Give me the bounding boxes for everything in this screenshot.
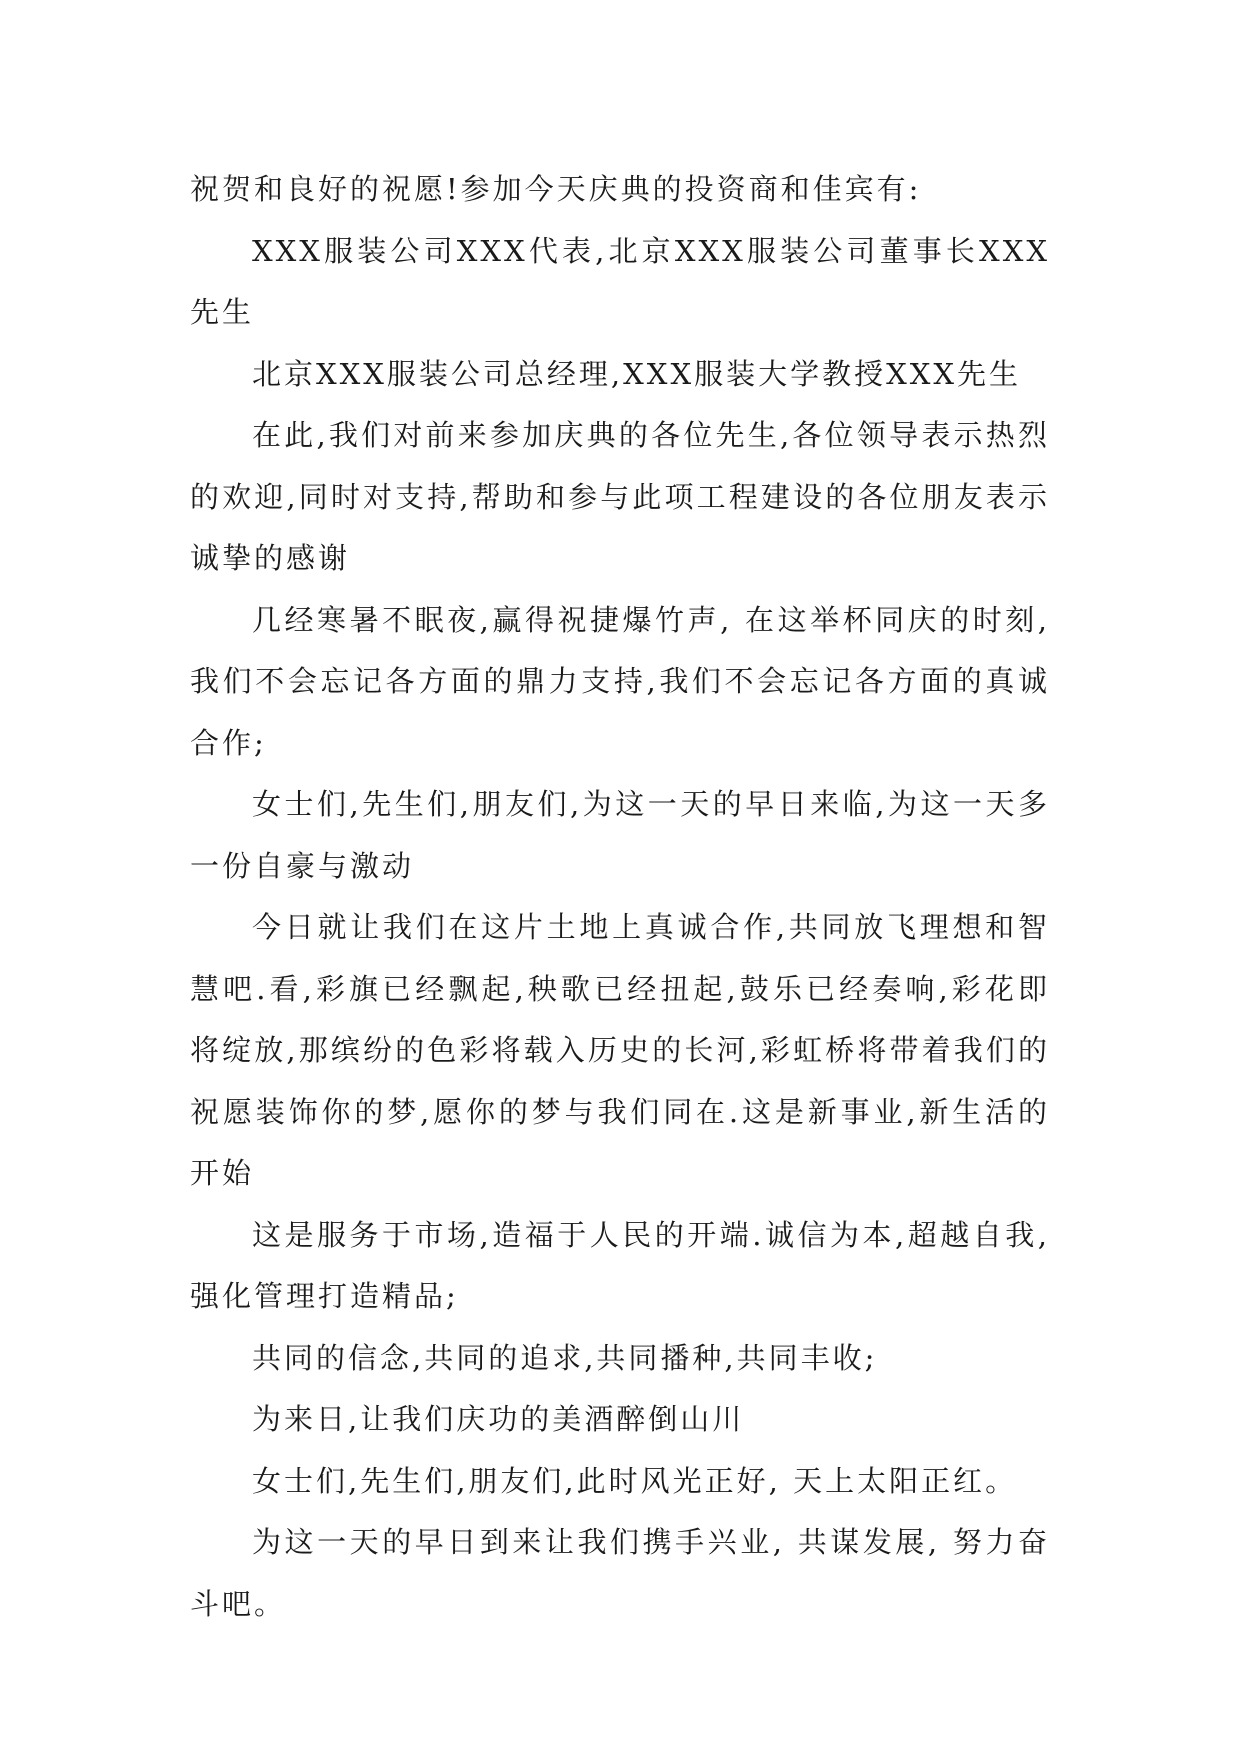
paragraph: 女士们,先生们,朋友们,此时风光正好, 天上太阳正红。 xyxy=(252,1463,1018,1498)
paragraph: 在此,我们对前来参加庆典的各位先生,各位领导表示热烈的欢迎,同时对支持,帮助和参与此项工程建设的各位朋友表示诚挚的感谢 xyxy=(190,418,1050,575)
body-text xyxy=(190,159,1050,1635)
paragraph: 女士们,先生们,朋友们,为这一天的早日来临,为这一天多一份自豪与激动 xyxy=(190,787,1050,883)
paragraph: 今日就让我们在这片土地上真诚合作,共同放飞理想和智慧吧.看,彩旗已经飘起,秧歌已经扭起,鼓乐已经奏响,彩花即将绽放,那缤纷的色彩将载入历史的长河,彩虹桥将带着我们的祝愿装饰你的梦,愿你的梦与我们同在.这是新事业,新生活的开始 xyxy=(190,910,1050,1190)
paragraph: 北京XXX服装公司总经理,XXX服装大学教授XXX先生 xyxy=(252,356,1022,391)
paragraph: 几经寒暑不眠夜,赢得祝捷爆竹声, 在这举杯同庆的时刻,我们不会忘记各方面的鼎力支持,我们不会忘记各方面的真诚合作; xyxy=(190,602,1050,760)
paragraph: 共同的信念,共同的追求,共同播种,共同丰收; xyxy=(252,1340,878,1375)
paragraph: 这是服务于市场,造福于人民的开端.诚信为本,超越自我,强化管理打造精品; xyxy=(190,1217,1050,1313)
paragraph: XXX服装公司XXX代表,北京XXX服装公司董事长XXX先生 xyxy=(190,233,1050,329)
paragraph: 祝贺和良好的祝愿!参加今天庆典的投资商和佳宾有: xyxy=(190,172,922,206)
paragraph: 为这一天的早日到来让我们携手兴业, 共谋发展, 努力奋斗吧。 xyxy=(190,1525,1050,1621)
paragraph: 为来日,让我们庆功的美酒醉倒山川 xyxy=(252,1402,745,1436)
